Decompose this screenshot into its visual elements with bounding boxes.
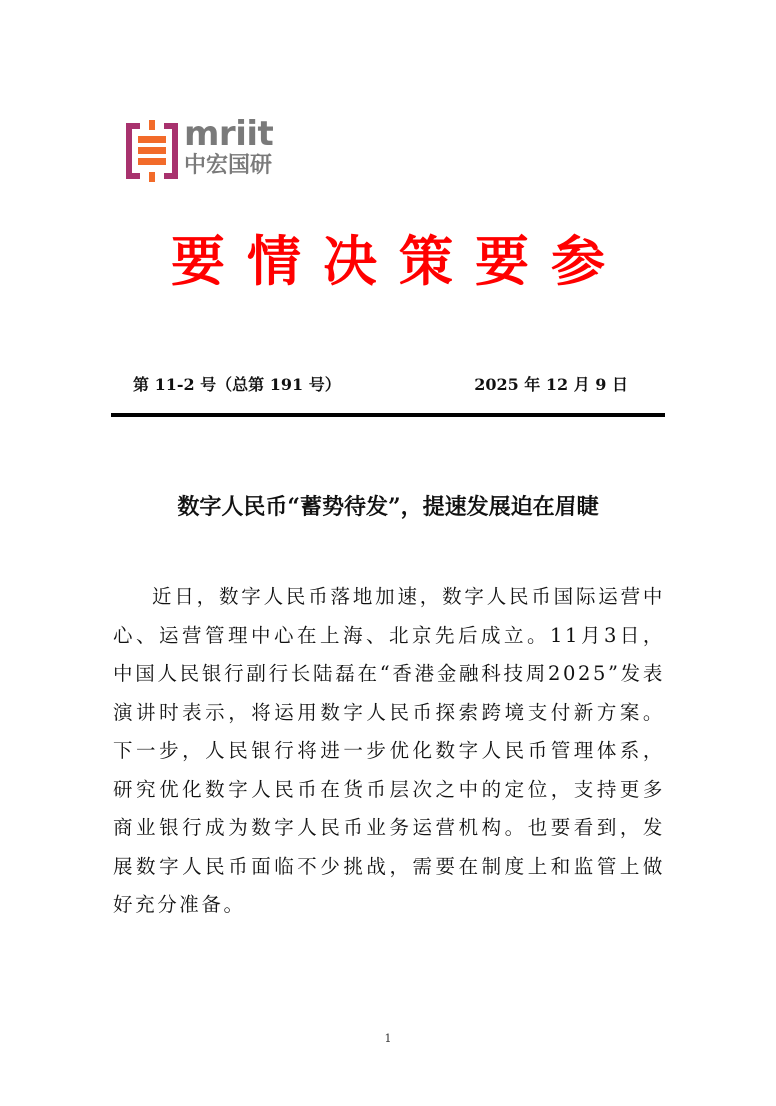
masthead-title: 要情决策要参 — [171, 230, 627, 293]
article-body: 近日，数字人民币落地加速，数字人民币国际运营中心、运营管理中心在上海、北京先后成立。11月3日，中国人民银行副行长陆磊在“香港金融科技周2025”发表演讲时表示，将运用数字人民币探索跨境支付新方案。下一步，人民银行将进一步优化数字人民币管理体系，研究优化数字人民币在货币层次之中的定位，支持更多商业银行成为数字人民币业务运营机构。也要看到，发展数字人民币面临不少挑战，需要在制度上和监管上做好充分准备。 — [113, 585, 665, 916]
issue-date: 2025 年 12 月 9 日 — [474, 375, 628, 394]
mriit-logo — [126, 114, 276, 182]
page-number: 1 — [384, 1032, 392, 1045]
article-title: 数字人民币“蓄势待发”，提速发展迫在眉睫 — [177, 494, 599, 520]
logo-text-cn: 中宏国研 — [184, 153, 273, 178]
mriit-logo-icon — [126, 120, 178, 182]
header-divider — [111, 413, 665, 417]
issue-number: 第 11-2 号（总第 191 号） — [133, 375, 341, 394]
logo-text-en: mriit — [184, 114, 274, 154]
